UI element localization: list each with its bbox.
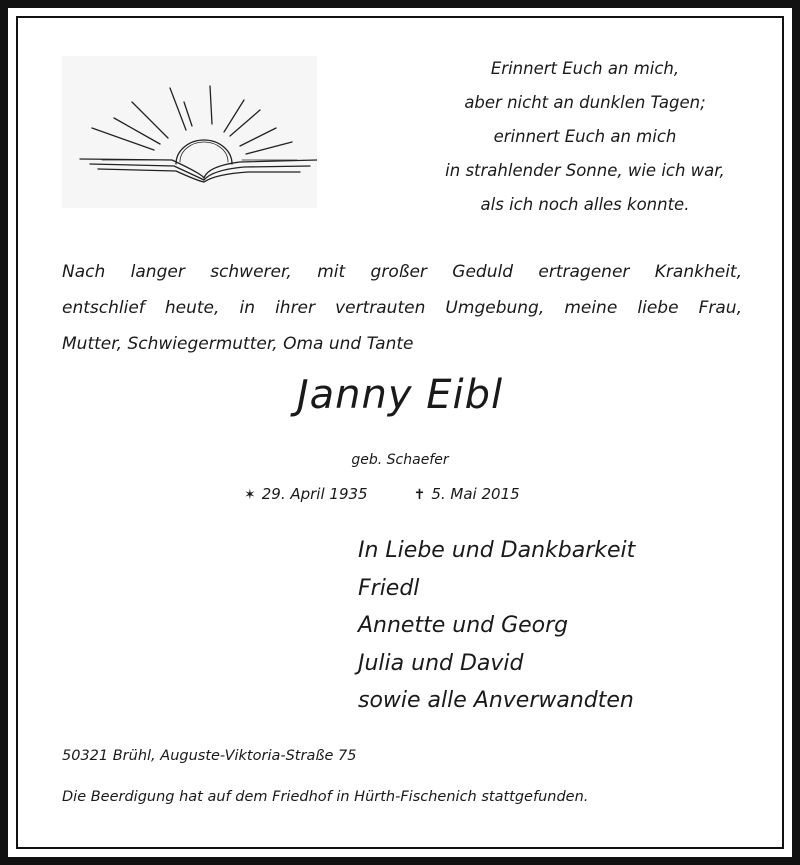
address: 50321 Brühl, Auguste-Viktoria-Straße 75 bbox=[62, 748, 357, 764]
birth-name: geb. Schaefer bbox=[351, 452, 449, 468]
deceased-name: Janny Eibl bbox=[296, 372, 504, 418]
mourner-line: Annette und Georg bbox=[358, 613, 569, 638]
poem-line: erinnert Euch an mich bbox=[493, 127, 677, 146]
mourners-list bbox=[358, 532, 635, 720]
memorial-poem bbox=[380, 52, 790, 222]
announcement-text bbox=[62, 254, 742, 362]
announcement-line: Nach langer schwerer, mit großer Geduld ertragener Krankheit, bbox=[62, 262, 742, 282]
birth-star-icon: ✶ bbox=[244, 487, 256, 503]
poem-line: aber nicht an dunklen Tagen; bbox=[464, 93, 706, 112]
mourner-line: sowie alle Anverwandten bbox=[358, 688, 634, 713]
funeral-note: Die Beerdigung hat auf dem Friedhof in Hürth-Fischenich stattgefunden. bbox=[62, 789, 589, 805]
life-dates bbox=[244, 485, 526, 503]
announcement-line: Mutter, Schwiegermutter, Oma und Tante bbox=[62, 334, 414, 354]
death-date: 5. Mai 2015 bbox=[431, 485, 520, 503]
mourner-line: In Liebe und Dankbarkeit bbox=[358, 538, 636, 563]
poem-line: in strahlender Sonne, wie ich war, bbox=[445, 161, 725, 180]
poem-line: als ich noch alles konnte. bbox=[480, 195, 690, 214]
mourner-line: Friedl bbox=[358, 575, 420, 601]
poem-line: Erinnert Euch an mich, bbox=[490, 59, 680, 78]
rising-sun-icon bbox=[62, 56, 317, 208]
birth-date: 29. April 1935 bbox=[261, 485, 368, 503]
announcement-line: entschlief heute, in ihrer vertrauten Umgebung, meine liebe Frau, bbox=[62, 298, 742, 318]
death-cross-icon: ✝ bbox=[413, 487, 426, 503]
mourner-line: Julia und David bbox=[358, 650, 524, 676]
